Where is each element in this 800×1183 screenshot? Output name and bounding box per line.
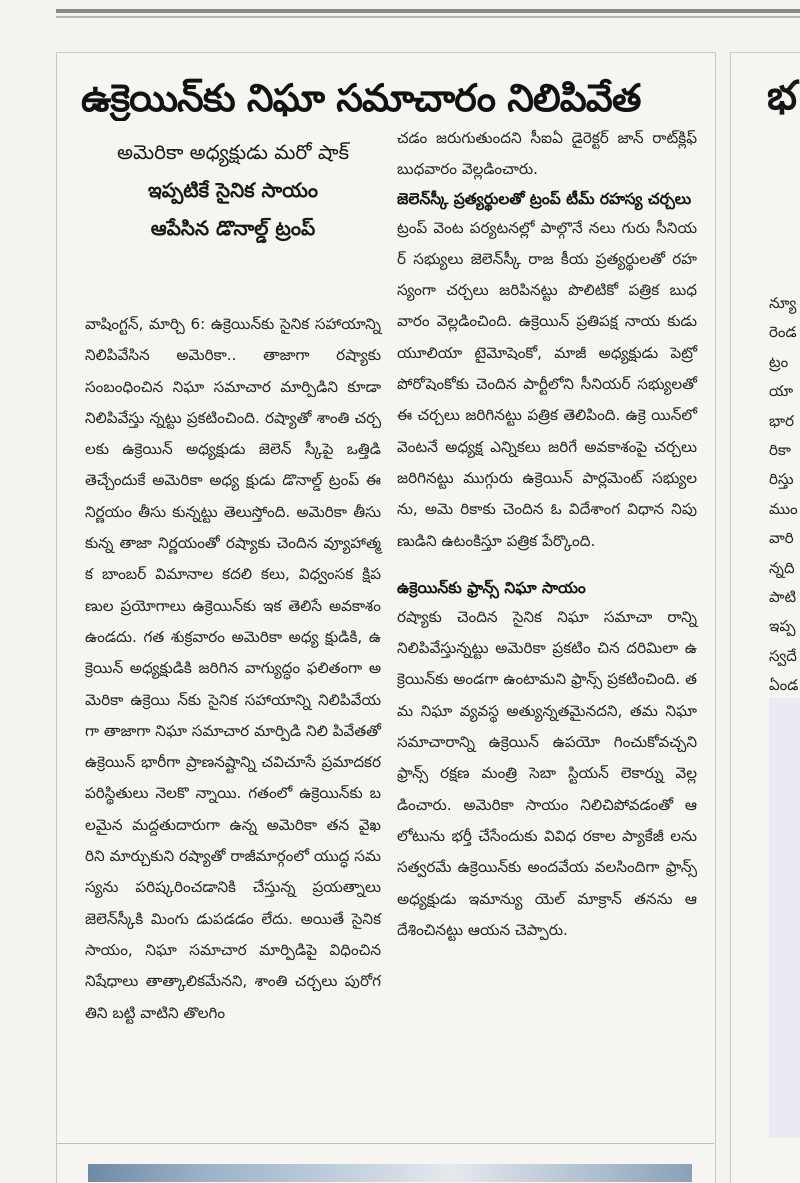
right-column-body-1: ట్రంప్ వెంట పర్యటనల్లో పాల్గొనే నలు గురు సీనియర్ సభ్యులు జెలెన్‌స్కీ రాజ కీయ ప్రత్యర్థులతో రహస్యంగా చర్చలు జరిపినట్టు పొలిటికో పత్రిక బుధవారం వెల్లడించింది. ఉక్రెయిన్ ప్రతిపక్ష నాయ కుడు యూలియా టైమోషెంకో, మాజీ అధ్యక్షుడు పెట్రో పోరోషెంకోకు చెందిన పార్టీలోని సీనియర్ సభ్యులతో ఈ చర్చలు జరిగినట్టు పత్రిక తెలిపింది. ఉక్రె యిన్‌లో వెంటనే అధ్యక్ష ఎన్నికలు జరిగే అవకాశంపై చర్చలు జరిగినట్టు ముగ్గురు ఉక్రెయిన్ పార్లమెంట్ సభ్యులను, అమె రికాకు చెందిన ఓ విదేశాంగ విధాన నిపు ణుడిని ఉటంకిస్తూ పత్రిక పేర్కొంది. [397, 218, 697, 550]
deck-line-2: ఇప్పటికే సైనిక సాయం [147, 178, 319, 202]
article-decks [85, 133, 381, 247]
right-column-intro: చడం జరుగుతుందని సీఐఏ డైరెక్టర్ జాన్ రాట్‌క్లిఫ్ బుధవారం వెల్లడించారు. [397, 129, 697, 179]
neighbour-line: స్వదే [769, 646, 797, 665]
neighbour-ad-panel [769, 698, 800, 1138]
neighbour-article-clipped [730, 52, 800, 1183]
neighbour-line: రిస్తు [769, 470, 794, 489]
subhead-france-aid: ఉక్రెయిన్‌కు ఫ్రాన్స్ నిఘా సాయం [397, 578, 586, 597]
article-column-left [85, 309, 381, 1029]
neighbour-line: భార [769, 411, 794, 430]
right-column-body-2: రష్యాకు చెందిన సైనిక నిఘా సమాచా రాన్ని నిలిపివేస్తున్నట్టు అమెరికా ప్రకటిం చిన దరిమిలా ఉక్రెయిన్‌కు అండగా ఉంటామని ఫ్రాన్స్ ప్రకటించింది. తమ నిఘా వ్యవస్థ అత్యున్నతమైనదని, తమ నిఘా సమాచారాన్ని ఉక్రెయిన్ ఉపయో గించుకోవచ్చని ఫ్రాన్స్ రక్షణ మంత్రి సెబా స్టియన్ లెకార్ను వెల్లడించారు. అమెరికా సాయం నిలిచిపోవడంతో ఆ లోటును భర్తీ చేసేందుకు వివిధ రకాల ప్యాకేజీ లను సత్వరమే ఉక్రెయిన్‌కు అందవేయ వలసిందిగా ఫ్రాన్స్ అధ్యక్షుడు ఇమాన్యు యెల్ మాక్రాన్ తనను ఆదేశించినట్టు ఆయన చెప్పారు. [397, 607, 697, 939]
article-column-right [397, 123, 697, 946]
news-article [56, 52, 716, 1183]
neighbour-line: యా [769, 382, 794, 401]
neighbour-line: న్నది [769, 558, 795, 577]
top-rule [56, 9, 800, 13]
neighbour-line: వారి [769, 529, 794, 548]
deck-line-3: ఆపేసిన డొనాల్డ్ ట్రంప్ [150, 216, 316, 240]
page-margin [0, 0, 56, 1182]
neighbour-line: ముం [769, 499, 798, 518]
neighbour-line: రికా [769, 441, 791, 460]
neighbour-line: పాటి [769, 588, 797, 607]
deck-line-1: అమెరికా అధ్యక్షుడు మరో షాక్ [116, 140, 350, 164]
neighbour-headline: భ [767, 73, 797, 119]
neighbour-line: ఇప్ప [769, 617, 796, 636]
neighbour-line: ట్రం [769, 352, 789, 371]
article-bottom-rule [56, 1143, 714, 1144]
photo-strip-image [88, 1164, 692, 1182]
neighbour-line: న్యూ [769, 294, 797, 312]
top-rule-thin [56, 16, 800, 18]
article-headline: ఉక్రెయిన్‌కు నిఘా సమాచారం నిలిపివేత [81, 76, 641, 120]
neighbour-line: ఏండ [769, 676, 799, 695]
left-column-text: వాషింగ్టన్, మార్చి 6: ఉక్రెయిన్‌కు సైనిక సహాయాన్ని నిలిపివేసిన అమెరికా.. తాజాగా రష్యాకు సంబంధించిన నిఘా సమాచార మార్పిడిని కూడా నిలిపివేస్తు న్నట్టు ప్రకటించింది. రష్యాతో శాంతి చర్చలకు ఉక్రెయిన్ అధ్యక్షుడు జెలెన్ స్కీపై ఒత్తిడి తెచ్చేందుకే అమెరికా అధ్య క్షుడు డొనాల్డ్ ట్రంప్ ఈ నిర్ణయం తీసు కున్నట్టు తెలుస్తోంది. అమెరికా తీసు కున్న తాజా నిర్ణయంతో రష్యాకు చెందిన వ్యూహాత్మక బాంబర్ విమానాల కదలి కలు, విధ్వంసక క్షిపణుల ప్రయోగాలు ఉక్రెయిన్‌కు ఇక తెలిసే అవకాశం ఉండదు. గత శుక్రవారం అమెరికా అధ్య క్షుడికి, ఉక్రెయిన్ అధ్యక్షుడికి జరిగిన వాగ్యుద్ధం ఫలితంగా అమెరికా ఉక్రెయి న్‌కు సైనిక సహాయాన్ని నిలిపివేయగా తాజాగా నిఘా సమాచార మార్పిడి నిలి పివేతతో ఉక్రెయిన్ భారీగా ప్రాణనష్టాన్ని చవిచూసే ప్రమాదకర పరిస్థితులు నెలకొ న్నాయి. గతంలో ఉక్రెయిన్‌కు బలమైన మద్దతుదారుగా ఉన్న అమెరికా తన వైఖ రిని మార్చుకుని రష్యాతో రాజీమార్గంలో యుద్ధ సమస్యను పరిష్కరించడానికి చేస్తున్న ప్రయత్నాలు జెలెన్‌స్కీకి మింగు డుపడడం లేదు. అయితే సైనిక సాయం, నిఘా సమాచార మార్పిడిపై విధించిన నిషేధాలు తాత్కాలికమేనని, శాంతి చర్చలు పురోగతిని బట్టి వాటిని తొలగిం [85, 315, 381, 1022]
neighbour-line: రెండ [769, 323, 797, 342]
subhead-zelensky-rivals: జెలెన్‌స్కీ ప్రత్యర్థులతో ట్రంప్ టీమ్ రహస్య చర్చలు [397, 189, 692, 208]
